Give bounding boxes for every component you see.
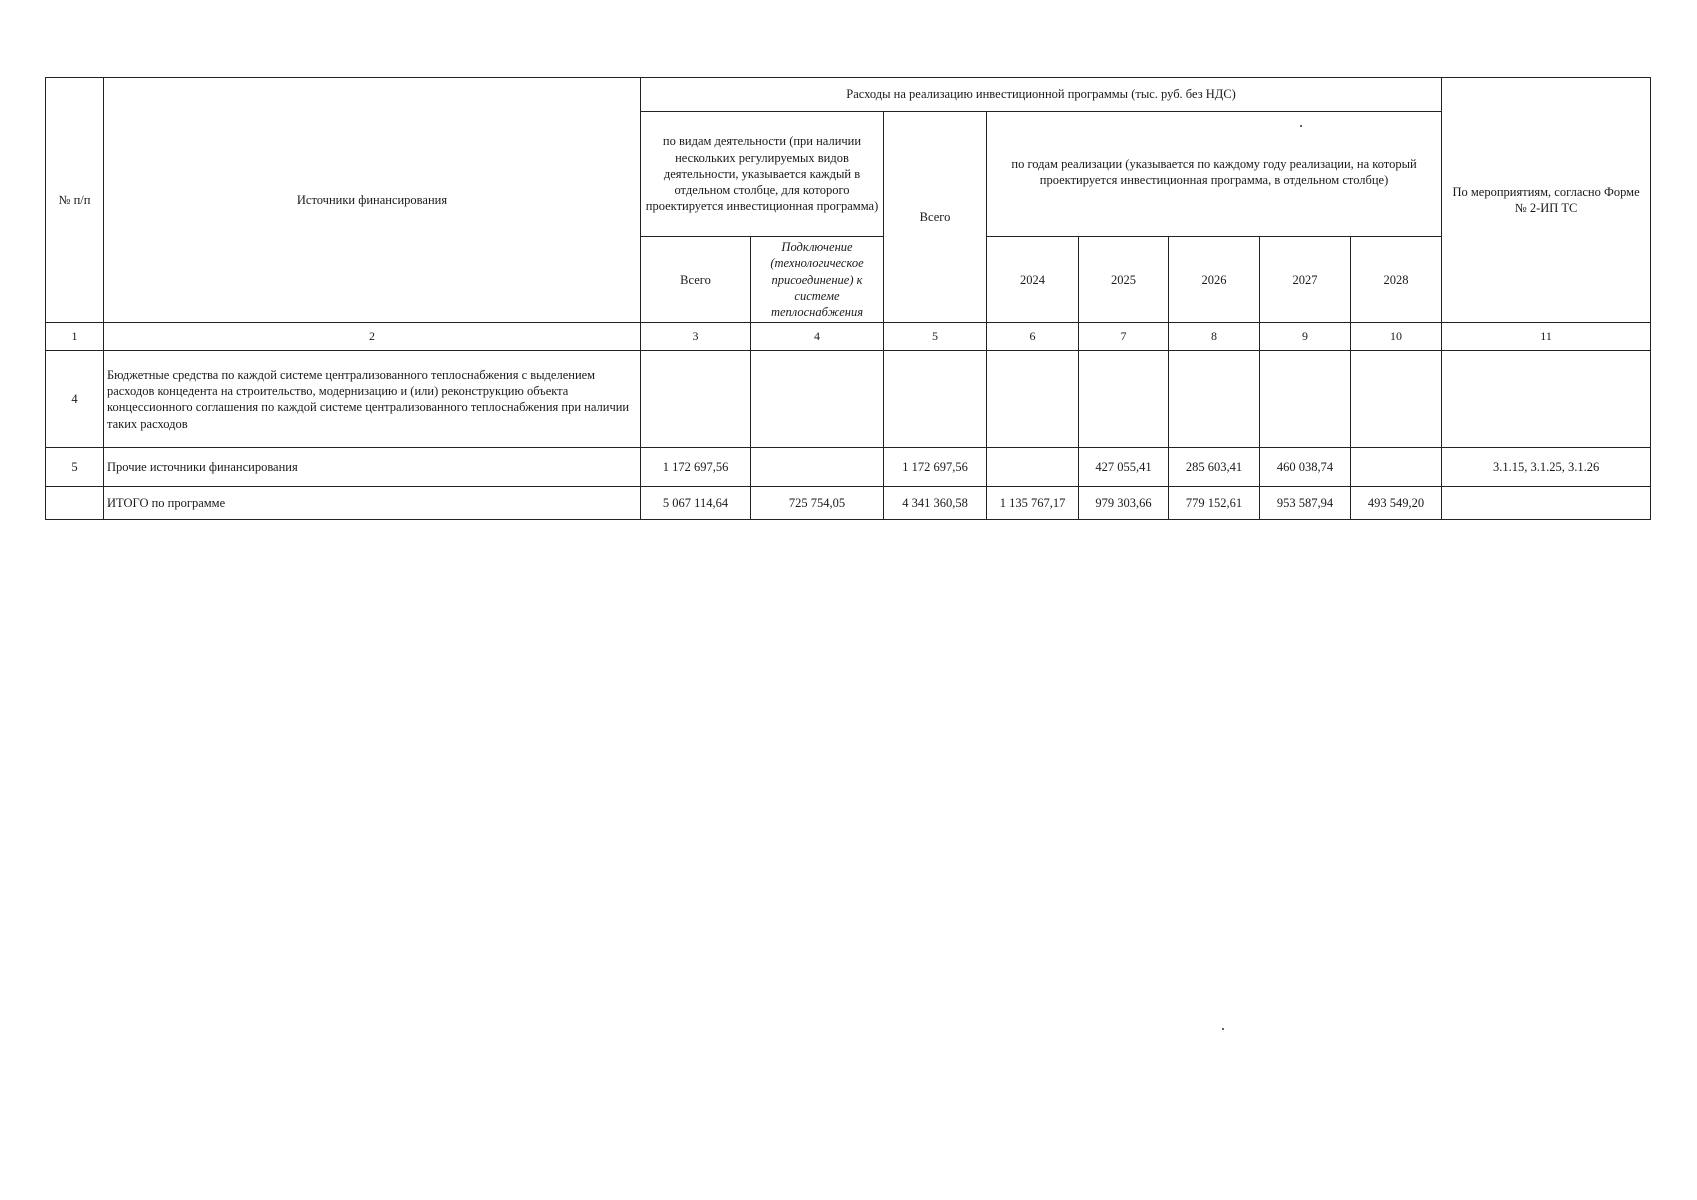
header-connection: Подключение (технологическое присоединение) к системе теплоснабжения (751, 237, 884, 323)
row-y2024 (987, 351, 1079, 448)
column-number: 4 (751, 323, 884, 351)
row-y2025 (1079, 351, 1169, 448)
row-y2025: 979 303,66 (1079, 487, 1169, 520)
column-number: 10 (1351, 323, 1442, 351)
row-y2027: 460 038,74 (1260, 448, 1351, 487)
column-number: 5 (884, 323, 987, 351)
row-connection: 725 754,05 (751, 487, 884, 520)
total-row (46, 487, 1651, 520)
row-y2028 (1351, 351, 1442, 448)
header-year-2027: 2027 (1260, 237, 1351, 323)
row-y2025: 427 055,41 (1079, 448, 1169, 487)
column-numbers-row (46, 323, 1651, 351)
column-number: 2 (104, 323, 641, 351)
column-number: 7 (1079, 323, 1169, 351)
column-number: 8 (1169, 323, 1260, 351)
header-year-2028: 2028 (1351, 237, 1442, 323)
row-y2024: 1 135 767,17 (987, 487, 1079, 520)
column-number: 9 (1260, 323, 1351, 351)
row-y2027 (1260, 351, 1351, 448)
row-measures (1442, 351, 1651, 448)
row-source: Бюджетные средства по каждой системе централизованного теплоснабжения с выделением расходов концедента на строительство, модернизацию и (или) реконструкцию объекта концессионного соглашения по каждой системе централизованного теплоснабжения при наличии таких расходов (104, 351, 641, 448)
row-source: Прочие источники финансирования (104, 448, 641, 487)
header-by-years: по годам реализации (указывается по каждому году реализации, на который проектируется инвестиционная программа, в отдельном столбце) (987, 112, 1442, 237)
column-number: 1 (46, 323, 104, 351)
table-row (46, 448, 1651, 487)
row-num: 5 (46, 448, 104, 487)
header-year-2025: 2025 (1079, 237, 1169, 323)
row-num: 4 (46, 351, 104, 448)
row-total: 4 341 360,58 (884, 487, 987, 520)
header-by-activity: по видам деятельности (при наличии нескольких регулируемых видов деятельности, указывается каждый в отдельном столбце, для которого проектируется инвестиционная программа) (641, 112, 884, 237)
row-y2028 (1351, 448, 1442, 487)
row-total (884, 351, 987, 448)
table-row (46, 351, 1651, 448)
column-number: 6 (987, 323, 1079, 351)
row-activity-total (641, 351, 751, 448)
row-y2027: 953 587,94 (1260, 487, 1351, 520)
row-source: ИТОГО по программе (104, 487, 641, 520)
row-y2026: 779 152,61 (1169, 487, 1260, 520)
column-number: 11 (1442, 323, 1651, 351)
header-expenses: Расходы на реализацию инвестиционной программы (тыс. руб. без НДС) (641, 78, 1442, 112)
row-measures: 3.1.15, 3.1.25, 3.1.26 (1442, 448, 1651, 487)
column-number: 3 (641, 323, 751, 351)
row-y2026: 285 603,41 (1169, 448, 1260, 487)
row-activity-total: 1 172 697,56 (641, 448, 751, 487)
row-connection (751, 448, 884, 487)
header-activity-total: Всего (641, 237, 751, 323)
header-total: Всего (884, 112, 987, 323)
header-measures: По мероприятиям, согласно Форме № 2-ИП ТС (1442, 78, 1651, 323)
row-num (46, 487, 104, 520)
row-y2028: 493 549,20 (1351, 487, 1442, 520)
header-sources: Источники финансирования (104, 78, 641, 323)
scan-speck (1300, 125, 1302, 127)
row-total: 1 172 697,56 (884, 448, 987, 487)
row-measures (1442, 487, 1651, 520)
row-y2026 (1169, 351, 1260, 448)
header-year-2026: 2026 (1169, 237, 1260, 323)
investment-program-table (45, 77, 1651, 520)
row-activity-total: 5 067 114,64 (641, 487, 751, 520)
row-y2024 (987, 448, 1079, 487)
header-year-2024: 2024 (987, 237, 1079, 323)
row-connection (751, 351, 884, 448)
scan-speck (1222, 1028, 1224, 1030)
header-row-1 (46, 78, 1651, 112)
header-num: № п/п (46, 78, 104, 323)
